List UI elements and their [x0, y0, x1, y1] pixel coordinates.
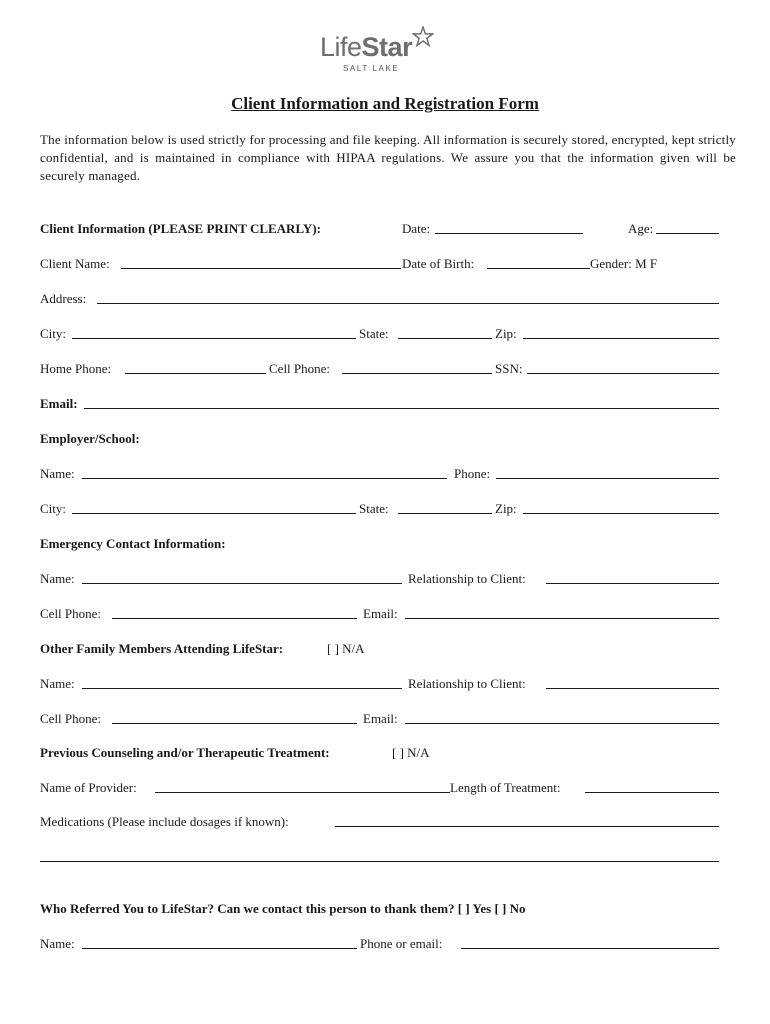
client-name-label: Client Name: [40, 256, 110, 271]
referral-name-label: Name: [40, 936, 75, 951]
provider-label: Name of Provider: [40, 780, 137, 795]
counseling-heading-row [40, 744, 719, 764]
state-field[interactable] [398, 338, 492, 339]
client-section-heading: Client Information (PLEASE PRINT CLEARLY): [40, 221, 321, 236]
referral-heading-row [40, 900, 719, 920]
family-relationship-field[interactable] [546, 688, 719, 689]
employer-section-heading: Employer/School: [40, 431, 140, 446]
employer-name-label: Name: [40, 466, 75, 481]
employer-name-row [40, 465, 719, 485]
employer-zip-label: Zip: [495, 501, 517, 516]
family-name-field[interactable] [82, 688, 402, 689]
age-field[interactable] [656, 233, 719, 234]
family-relationship-label: Relationship to Client: [408, 676, 526, 691]
client-name-field[interactable] [121, 268, 401, 269]
emergency-relationship-label: Relationship to Client: [408, 571, 526, 586]
medications-label: Medications (Please include dosages if known): [40, 814, 289, 829]
date-label: Date: [402, 221, 431, 236]
address-label: Address: [40, 291, 87, 306]
address-field[interactable] [97, 303, 719, 304]
emergency-relationship-field[interactable] [546, 583, 719, 584]
provider-field[interactable] [155, 792, 450, 793]
phone-row [40, 360, 719, 380]
family-name-row [40, 675, 719, 695]
employer-zip-field[interactable] [523, 513, 719, 514]
client-name-row [40, 255, 719, 275]
referral-name-field[interactable] [82, 948, 357, 949]
family-contact-row [40, 710, 719, 730]
referral-contact-field[interactable] [461, 948, 719, 949]
ssn-label: SSN: [495, 361, 523, 376]
treatment-length-field[interactable] [585, 792, 719, 793]
employer-city-label: City: [40, 501, 67, 516]
referral-contact-row [40, 935, 719, 955]
dob-field[interactable] [487, 268, 590, 269]
lifestar-logo [316, 26, 456, 76]
medications-row [40, 813, 719, 833]
treatment-length-label: Length of Treatment: [450, 780, 561, 795]
address-row [40, 290, 719, 310]
date-field[interactable] [435, 233, 583, 234]
family-email-field[interactable] [405, 723, 719, 724]
referral-section-heading: Who Referred You to LifeStar? Can we contact this person to thank them? [ ] Yes [ ] No [40, 901, 526, 916]
age-label: Age: [628, 221, 654, 236]
family-cell-field[interactable] [112, 723, 357, 724]
emergency-name-row [40, 570, 719, 590]
email-label: Email: [40, 396, 78, 411]
employer-state-field[interactable] [398, 513, 492, 514]
intro-paragraph: The information below is used strictly for processing and file keeping. All information is securely stored, encrypted, kept strictly confidential, and is maintained in compliance with HIPAA regulations. We assure you that the information given will be securely managed. [40, 132, 736, 183]
home-phone-label: Home Phone: [40, 361, 112, 376]
city-field[interactable] [72, 338, 356, 339]
star-icon [412, 26, 434, 48]
employer-name-field[interactable] [82, 478, 447, 479]
medications-field[interactable] [335, 826, 719, 827]
emergency-name-field[interactable] [82, 583, 402, 584]
employer-city-field[interactable] [72, 513, 356, 514]
emergency-email-label: Email: [363, 606, 398, 621]
city-label: City: [40, 326, 67, 341]
medications-extra-field[interactable] [40, 861, 719, 862]
logo-subtitle: SALT LAKE [343, 64, 400, 73]
logo-wordmark: LifeStar [320, 32, 413, 62]
email-row [40, 395, 719, 415]
emergency-cell-field[interactable] [112, 618, 357, 619]
family-section-heading: Other Family Members Attending LifeStar: [40, 641, 284, 656]
emergency-contact-row [40, 605, 719, 625]
zip-field[interactable] [523, 338, 719, 339]
zip-label: Zip: [495, 326, 517, 341]
page-title: Client Information and Registration Form [231, 94, 539, 113]
employer-city-row [40, 500, 719, 520]
cell-phone-field[interactable] [342, 373, 492, 374]
counseling-section-heading: Previous Counseling and/or Therapeutic Treatment: [40, 745, 330, 760]
employer-phone-label: Phone: [454, 466, 491, 481]
state-label: State: [359, 326, 389, 341]
emergency-cell-label: Cell Phone: [40, 606, 102, 621]
cell-phone-label: Cell Phone: [269, 361, 331, 376]
family-na-checkbox[interactable]: [ ] N/A [327, 641, 365, 656]
employer-phone-field[interactable] [496, 478, 719, 479]
family-heading-row [40, 640, 719, 660]
employer-heading-row [40, 430, 719, 450]
email-field[interactable] [84, 408, 719, 409]
ssn-field[interactable] [527, 373, 719, 374]
counseling-na-checkbox[interactable]: [ ] N/A [392, 745, 430, 760]
medications-extra-row [40, 848, 719, 868]
home-phone-field[interactable] [125, 373, 266, 374]
gender-label: Gender: M F [590, 256, 658, 271]
employer-state-label: State: [359, 501, 389, 516]
emergency-name-label: Name: [40, 571, 75, 586]
provider-row [40, 779, 719, 799]
emergency-section-heading: Emergency Contact Information: [40, 536, 226, 551]
family-email-label: Email: [363, 711, 398, 726]
dob-label: Date of Birth: [402, 256, 475, 271]
referral-contact-label: Phone or email: [360, 936, 443, 951]
family-cell-label: Cell Phone: [40, 711, 102, 726]
client-heading-row [40, 220, 719, 240]
client-city-row [40, 325, 719, 345]
emergency-email-field[interactable] [405, 618, 719, 619]
emergency-heading-row [40, 535, 719, 555]
family-name-label: Name: [40, 676, 75, 691]
